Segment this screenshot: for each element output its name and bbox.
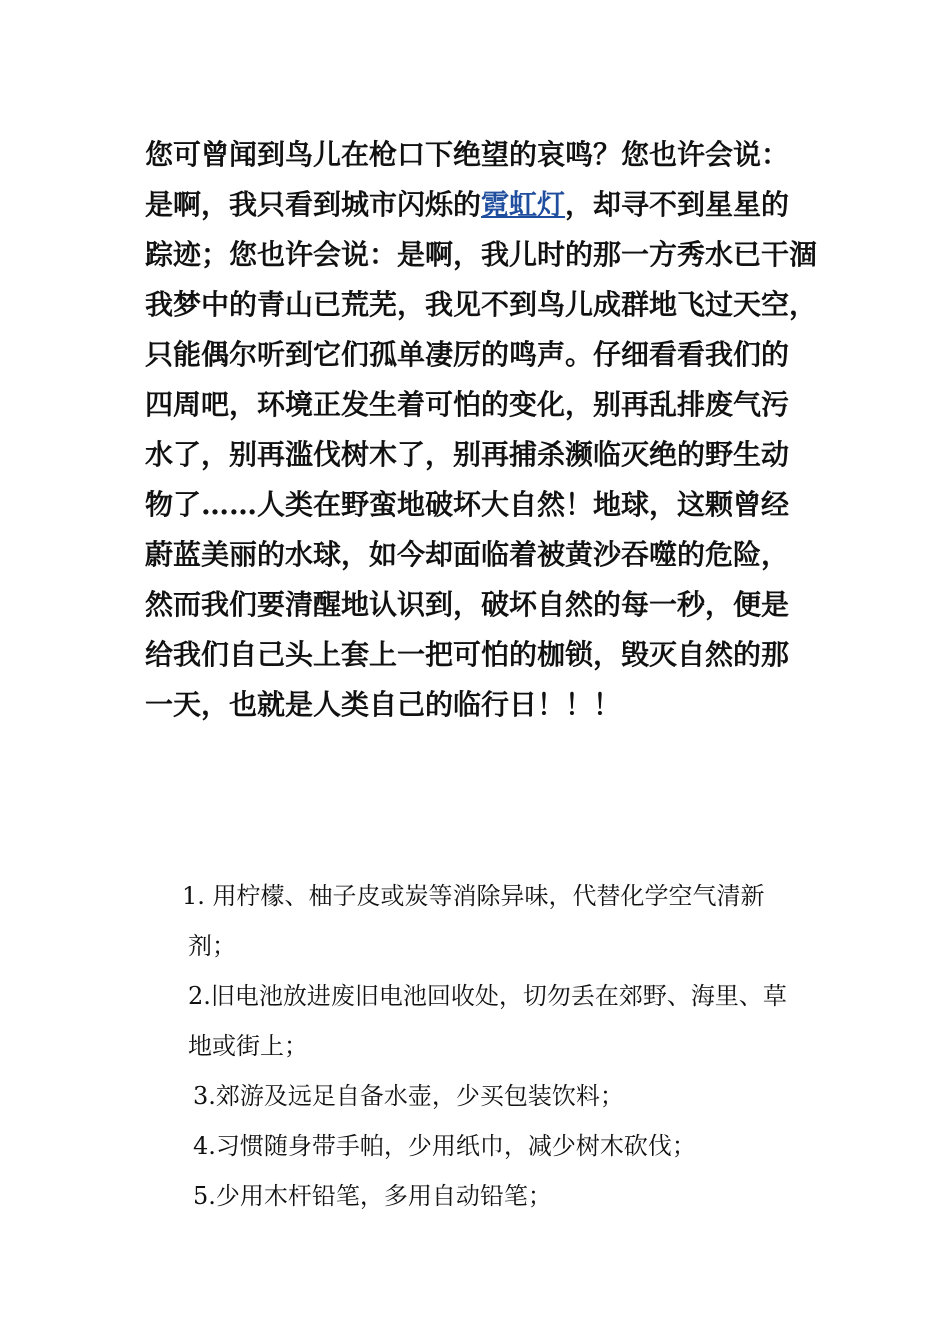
environment-paragraph [145, 130, 825, 730]
paragraph-line-2-start: 是啊，我只看到城市闪烁的 [145, 188, 482, 221]
paragraph-line-2 [145, 180, 825, 230]
tip-item-3: 3.郊游及远足自备水壶，少买包装饮料； [193, 1082, 624, 1110]
paragraph-line-12: 一天，也就是人类自己的临行日！！！ [145, 688, 622, 721]
tip-item-1-line-2: 剂； [188, 932, 236, 960]
paragraph-line-11: 给我们自己头上套上一把可怕的枷锁，毁灭自然的那 [145, 638, 790, 671]
neon-light-link[interactable]: 霓虹灯 [481, 188, 566, 221]
paragraph-line-7: 水了，别再滥伐树木了，别再捕杀濒临灭绝的野生动 [145, 438, 790, 471]
paragraph-line-6: 四周吧，环境正发生着可怕的变化，别再乱排废气污 [145, 388, 790, 421]
tip-item-2-line-1: 2.旧电池放进废旧电池回收处，切勿丢在郊野、海里、草 [188, 982, 787, 1010]
paragraph-line-9: 蔚蓝美丽的水球，如今却面临着被黄沙吞噬的危险， [145, 538, 790, 571]
tip-item-5: 5.少用木杆铅笔，多用自动铅笔； [193, 1182, 552, 1210]
paragraph-line-1: 您可曾闻到鸟儿在枪口下绝望的哀鸣？您也许会说： [145, 138, 790, 171]
paragraph-line-3: 踪迹；您也许会说：是啊，我儿时的那一方秀水已干涸 [145, 238, 818, 271]
tip-item-2-line-2: 地或街上； [188, 1032, 308, 1060]
paragraph-line-4: 我梦中的青山已荒芜，我见不到鸟儿成群地飞过天空， [145, 288, 818, 321]
tip-item-1-line-1: 1. 用柠檬、柚子皮或炭等消除异味，代替化学空气清新 [182, 882, 765, 910]
paragraph-line-8: 物了……人类在野蛮地破坏大自然！地球，这颗曾经 [145, 488, 790, 521]
paragraph-line-5: 只能偶尔听到它们孤单凄厉的鸣声。仔细看看我们的 [145, 338, 790, 371]
paragraph-line-2-end: ，却寻不到星星的 [565, 188, 790, 221]
paragraph-line-10: 然而我们要清醒地认识到，破坏自然的每一秒，便是 [145, 588, 790, 621]
tip-item-4: 4.习惯随身带手帕，少用纸巾，减少树木砍伐； [193, 1132, 696, 1160]
